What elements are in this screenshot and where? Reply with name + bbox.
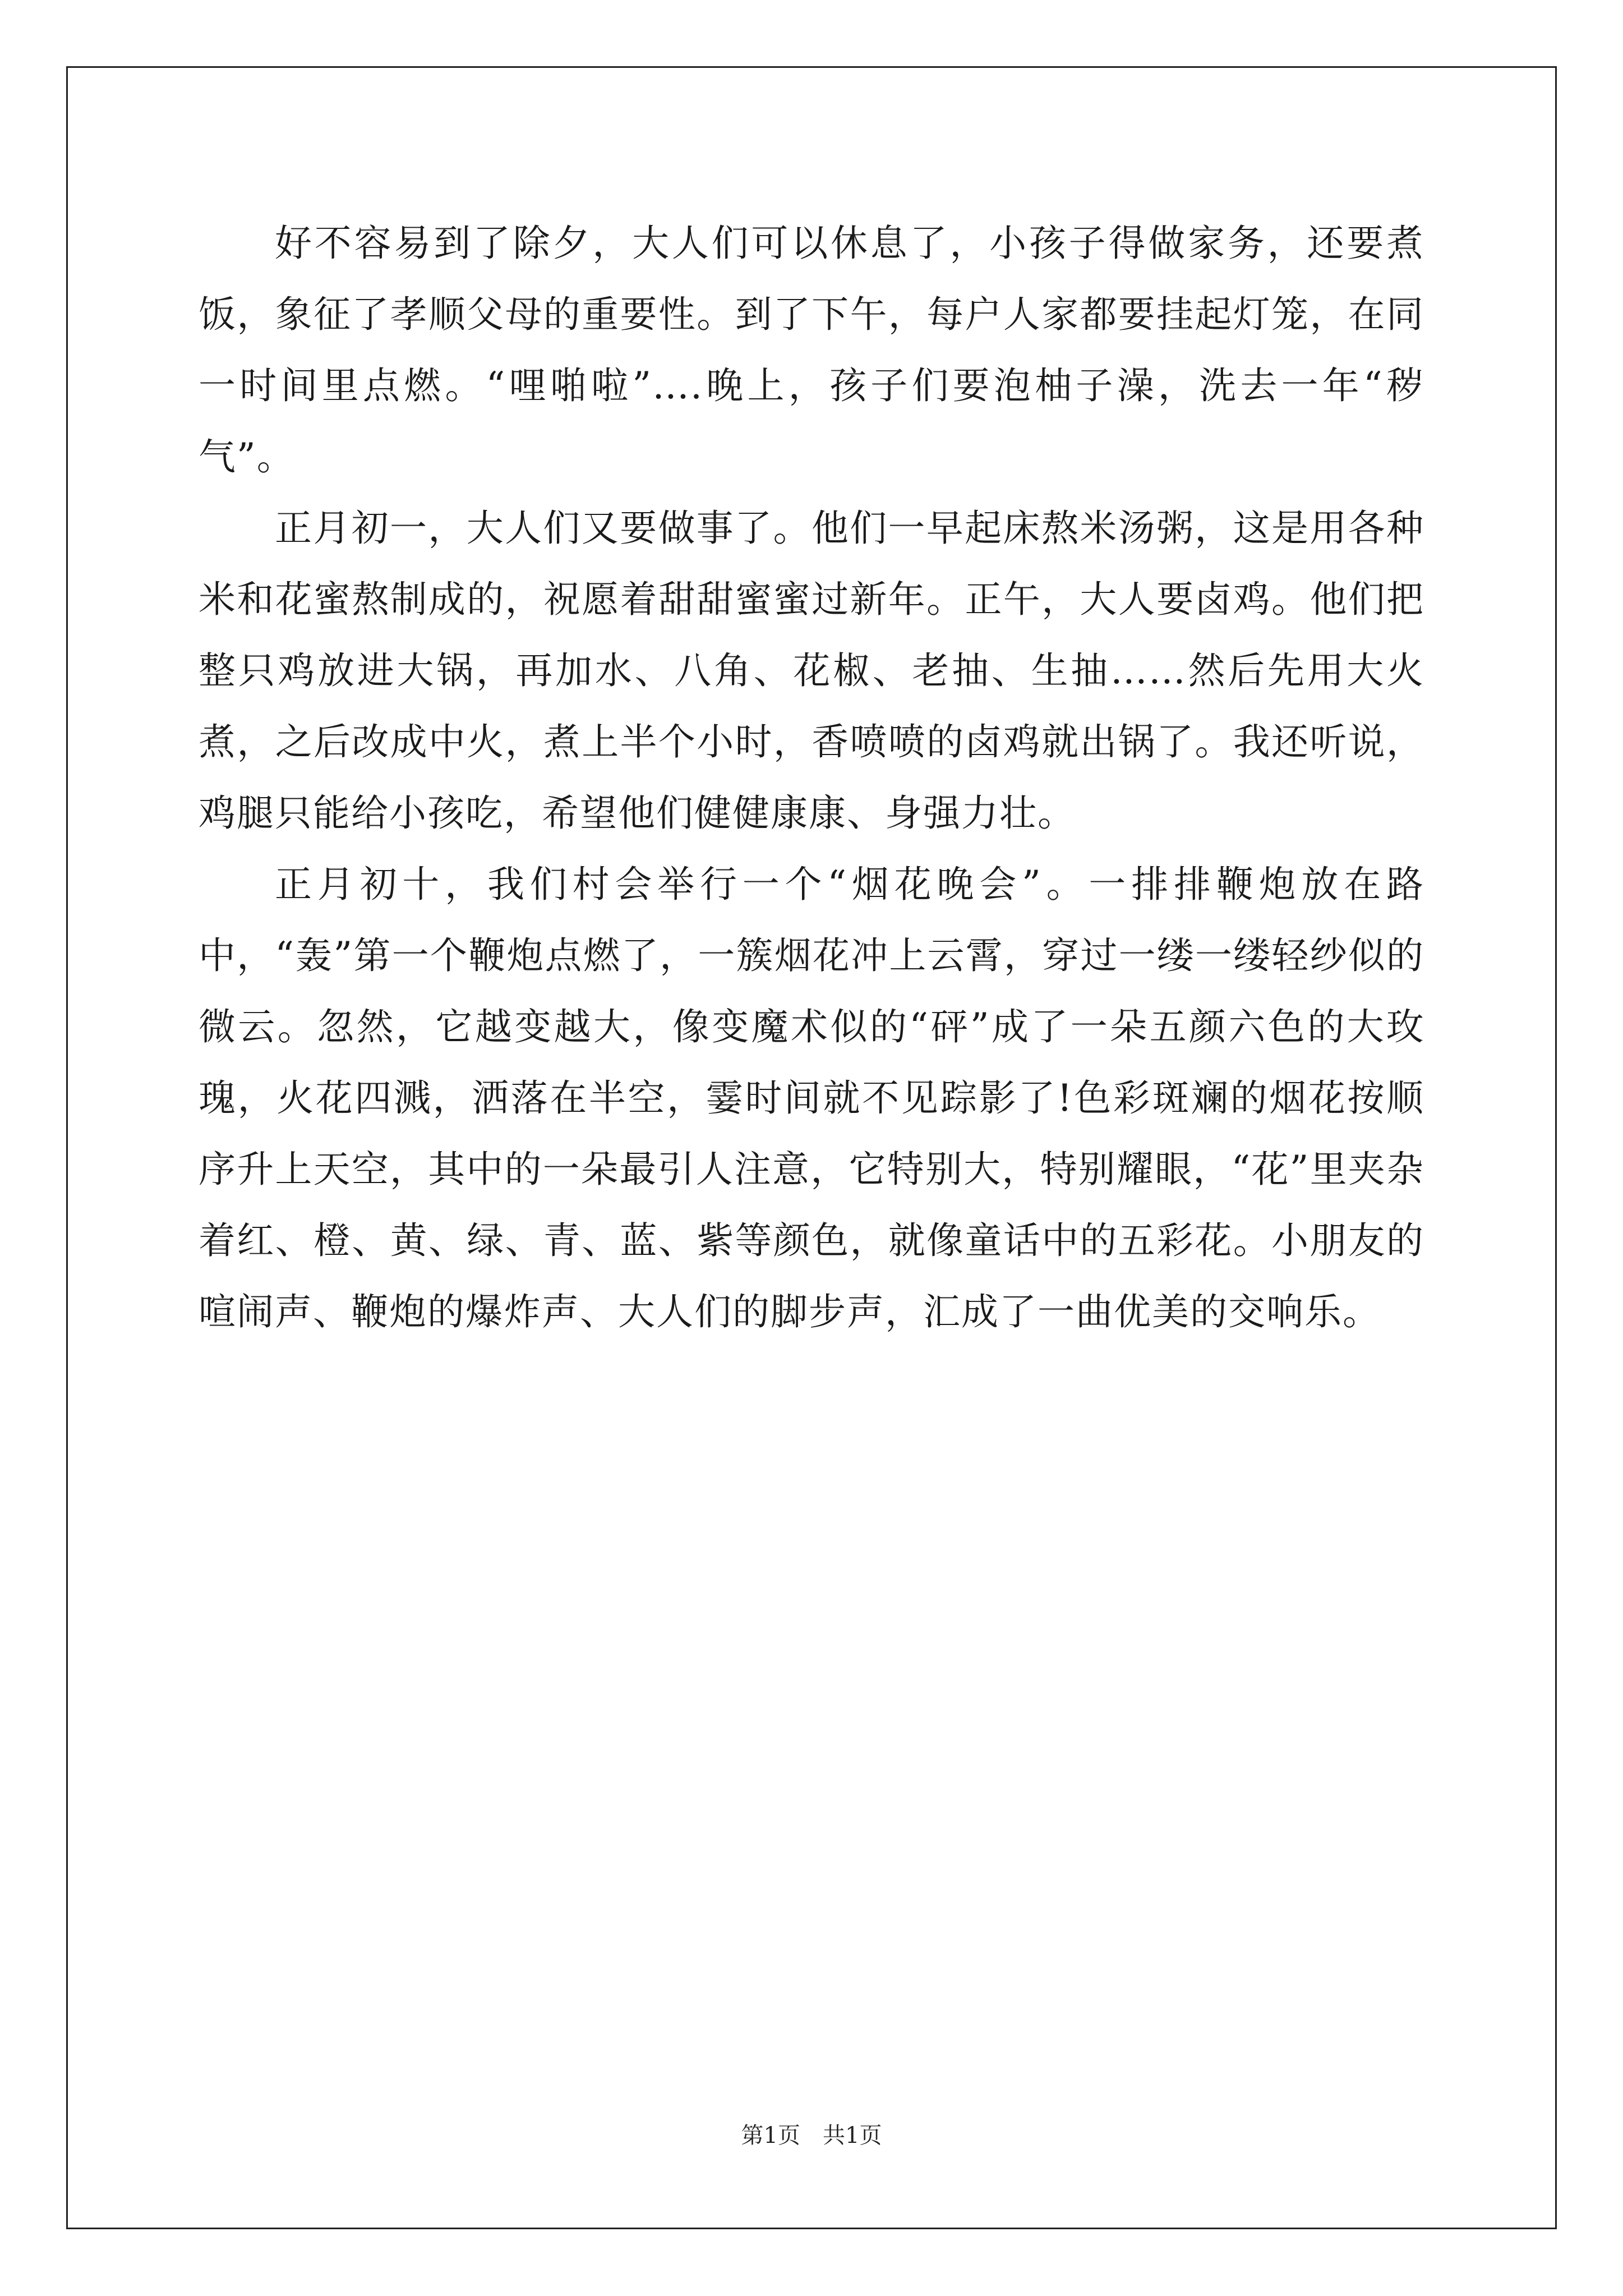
- paragraph-chuxi: 好不容易到了除夕，大人们可以休息了，小孩子得做家务，还要煮饭，象征了孝顺父母的重要性。到了下午，每户人家都要挂起灯笼，在同一时间里点燃。“哩啪啦”….晚上，孩子们要泡柚子澡，洗去一年“秽气”。: [199, 222, 1424, 478]
- page-footer: 第1页 共1页: [741, 2123, 882, 2148]
- paragraph-chuyi: 正月初一，大人们又要做事了。他们一早起床熬米汤粥，这是用各种米和花蜜熬制成的，祝愿着甜甜蜜蜜过新年。正午，大人要卤鸡。他们把整只鸡放进大锅，再加水、八角、花椒、老抽、生抽……然后先用大火煮，之后改成中火，煮上半个小时，香喷喷的卤鸡就出锅了。我还听说，鸡腿只能给小孩吃，希望他们健健康康、身强力壮。: [199, 507, 1424, 835]
- document-body: [199, 208, 1424, 1347]
- paragraph-chushi: 正月初十，我们村会举行一个“烟花晚会”。一排排鞭炮放在路中，“轰”第一个鞭炮点燃了，一簇烟花冲上云霄，穿过一缕一缕轻纱似的微云。忽然，它越变越大，像变魔术似的“砰”成了一朵五颜六色的大玫瑰，火花四溅，洒落在半空，霎时间就不见踪影了!色彩斑斓的烟花按顺序升上天空，其中的一朵最引人注意，它特别大，特别耀眼，“花”里夹杂着红、橙、黄、绿、青、蓝、紫等颜色，就像童话中的五彩花。小朋友的喧闹声、鞭炮的爆炸声、大人们的脚步声，汇成了一曲优美的交响乐。: [199, 863, 1424, 1333]
